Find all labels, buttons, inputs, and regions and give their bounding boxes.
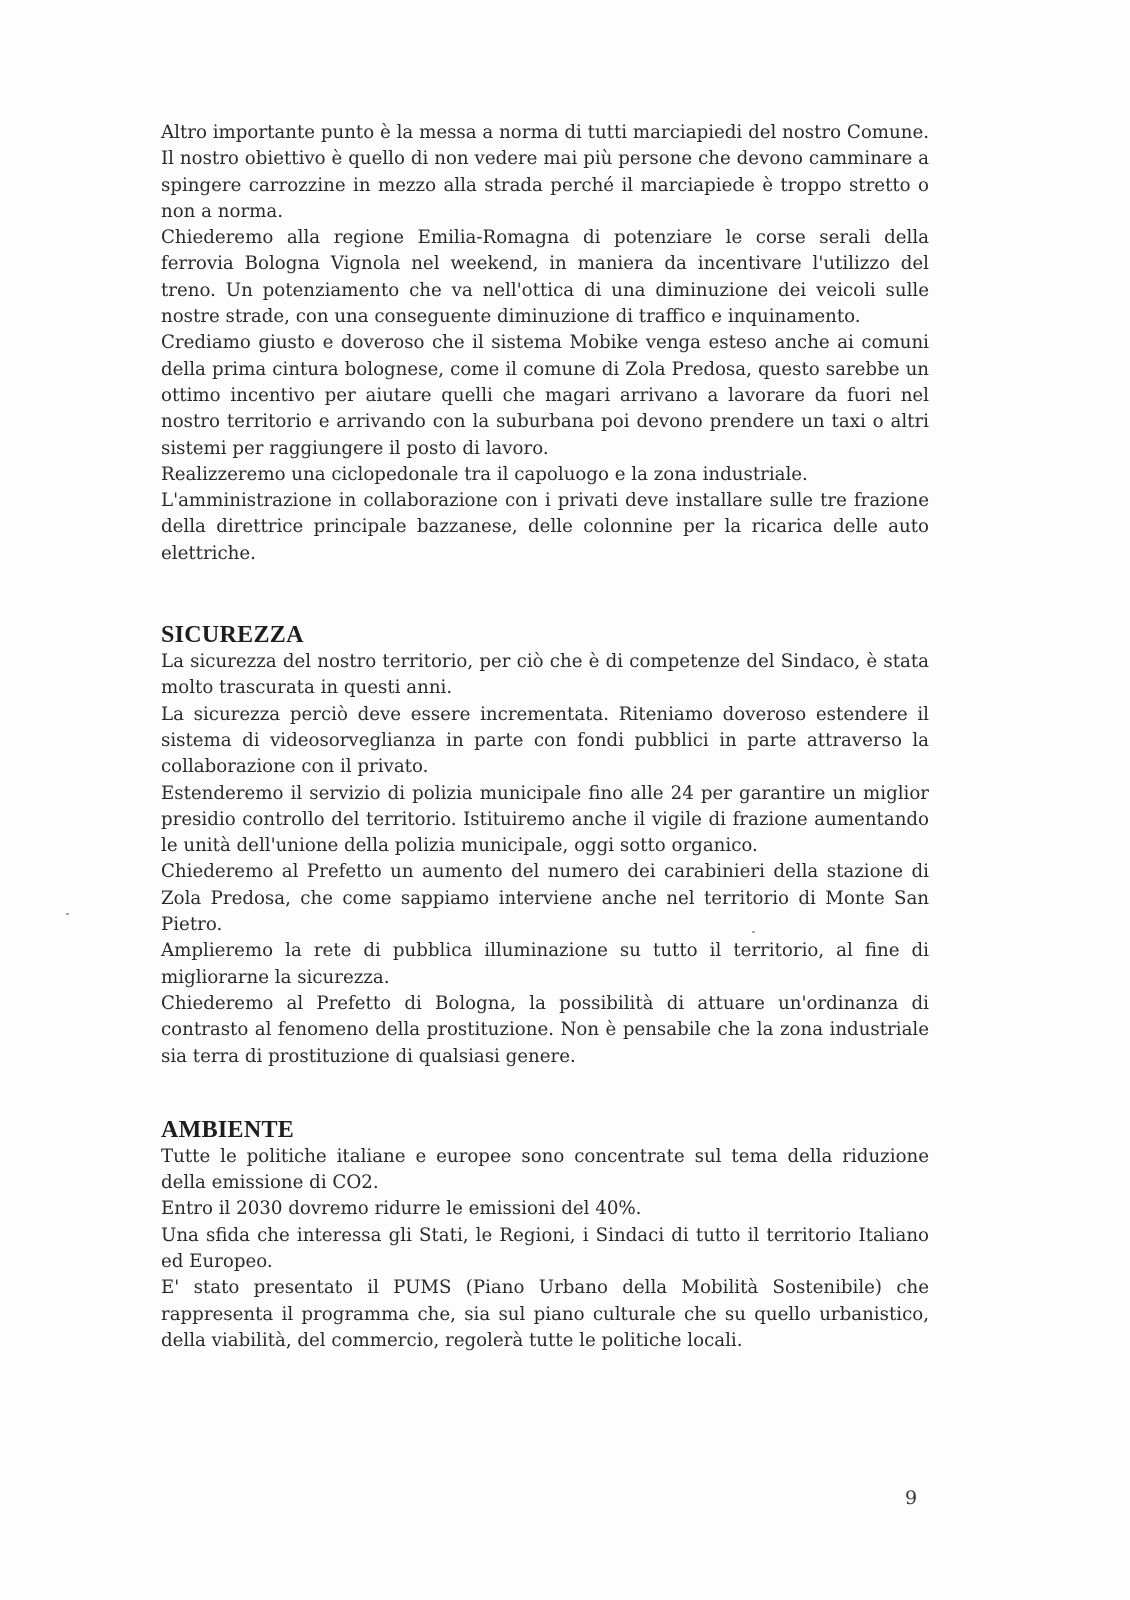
- paragraph-colonnine: L'amministrazione in collaborazione con i privati deve installare sulle tre frazione della direttrice principale bazzanese, delle colonnine per la ricarica delle auto elettriche.: [161, 490, 929, 564]
- section-heading-ambiente: AMBIENTE: [161, 1116, 295, 1143]
- section-spacer: [161, 567, 929, 621]
- section-heading-sicurezza: SICUREZZA: [161, 622, 304, 649]
- paragraph-sicurezza-3: Estenderemo il servizio di polizia municipale fino alle 24 per garantire un miglior presidio controllo del territorio. Istituiremo anche il vigile di frazione aumentando le unità dell'unione della polizia municipale, oggi sotto organico.: [161, 782, 929, 857]
- paragraph-ambiente-1: Tutte le politiche italiane e europee sono concentrate sul tema della riduzione della emissione di CO2.: [161, 1145, 929, 1194]
- paragraph-ambiente-4: E' stato presentato il PUMS (Piano Urbano della Mobilità Sostenibile) che rappresenta il programma che, sia sul piano culturale che su quello urbanistico, della viabilità, del commercio, regolerà tutte le politiche locali.: [161, 1277, 929, 1351]
- scan-speck: [66, 913, 69, 915]
- paragraph-ciclopedonale: Realizzeremo una ciclopedonale tra il capoluogo e la zona industriale.: [161, 463, 808, 485]
- paragraph-sicurezza-1: La sicurezza del nostro territorio, per ciò che è di competenze del Sindaco, è stata molto trascurata in questi anni.: [161, 651, 929, 699]
- page-number: 9: [905, 1487, 918, 1509]
- paragraph-ambiente-2: Entro il 2030 dovremo ridurre le emissioni del 40%.: [161, 1198, 642, 1220]
- paragraph-sicurezza-2: La sicurezza perciò deve essere incrementata. Riteniamo doveroso estendere il sistema di videosorveglianza in parte con fondi pubblici in parte attraverso la collaborazione con il privato.: [161, 703, 929, 778]
- scan-speck: [752, 931, 755, 933]
- paragraph-sicurezza-4: Chiederemo al Prefetto un aumento del numero dei carabinieri della stazione di Zola Predosa, che come sappiamo interviene anche nel territorio di Monte San Pietro.: [161, 861, 929, 936]
- section-spacer: [161, 1070, 929, 1116]
- paragraph-mobike: Crediamo giusto e doveroso che il sistema Mobike venga esteso anche ai comuni della prima cintura bolognese, come il comune di Zola Predosa, questo sarebbe un ottimo incentivo per aiutare quelli che magari arrivano a lavorare da fuori nel nostro territorio e arrivando con la suburbana poi devono prendere un taxi o altri sistemi per raggiungere il posto di lavoro.: [161, 332, 929, 459]
- paragraph-ambiente-3: Una sfida che interessa gli Stati, le Regioni, i Sindaci di tutto il territorio Italiano ed Europeo.: [161, 1224, 929, 1272]
- paragraph-sicurezza-5: Amplieremo la rete di pubblica illuminazione su tutto il territorio, al fine di migliorarne la sicurezza.: [161, 940, 929, 988]
- paragraph-sicurezza-6: Chiederemo al Prefetto di Bologna, la possibilità di attuare un'ordinanza di contrasto al fenomeno della prostituzione. Non è pensabile che la zona industriale sia terra di prostituzione di qualsiasi genere.: [161, 992, 929, 1067]
- paragraph-marciapiedi: Altro importante punto è la messa a norma di tutti marciapiedi del nostro Comune. Il nostro obiettivo è quello di non vedere mai più persone che devono camminare a spingere carrozzine in mezzo alla strada perché il marciapiede è troppo stretto o non a norma.: [161, 122, 929, 222]
- paragraph-ferrovia: Chiederemo alla regione Emilia-Romagna di potenziare le corse serali della ferrovia Bologna Vignola nel weekend, in maniera da incentivare l'utilizzo del treno. Un potenziamento che va nell'ottica di una diminuzione dei veicoli sulle nostre strade, con una conseguente diminuzione di traffico e inquinamento.: [161, 227, 929, 328]
- page-content: [161, 120, 929, 1354]
